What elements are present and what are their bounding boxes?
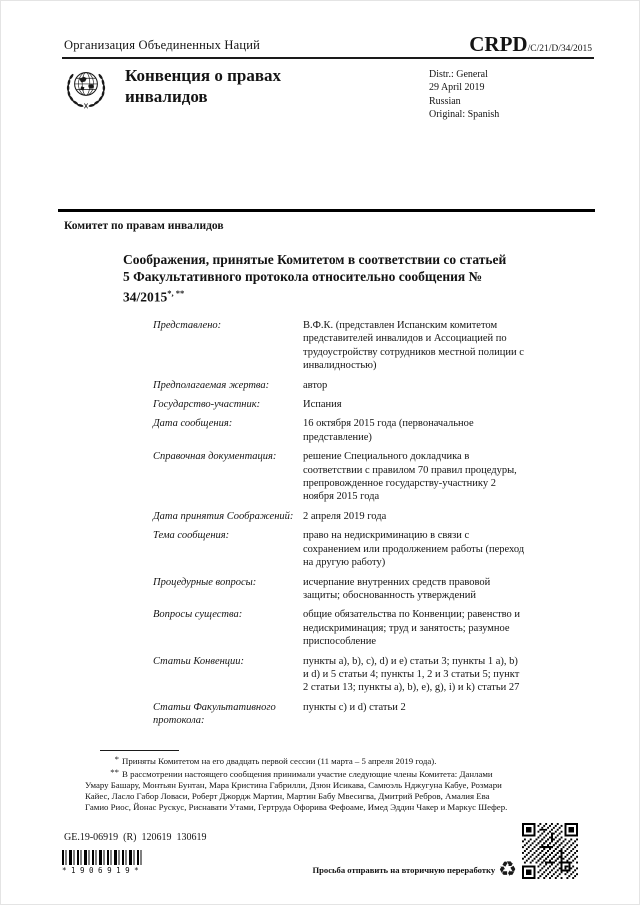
field-label: Процедурные вопросы: — [153, 576, 257, 588]
distr-line: Distr.: General — [429, 69, 488, 80]
table-row — [153, 529, 537, 569]
header-divider — [62, 57, 594, 59]
field-value: решение Специального докладчика в соответствии с правилом 70 правил процедуры, препровожденное государству-участнику 2 ноября 2015 года — [303, 451, 517, 503]
un-emblem-icon — [60, 62, 112, 119]
footnote-separator — [100, 750, 179, 751]
title-footnote-marks: *, ** — [167, 288, 185, 298]
footnote-marker: * — [114, 754, 119, 764]
table-row — [153, 576, 537, 603]
field-value: В.Ф.К. (представлен Испанским комитетом представителей инвалидов и Ассоциацией по трудоустройству сотрудников местной полиции с инвалидностью) — [303, 320, 524, 372]
table-row — [153, 379, 537, 392]
field-label: Вопросы существа: — [153, 609, 243, 621]
ge-document-number: GE.19-06919 (R) 120619 130619 — [64, 832, 207, 843]
table-row — [153, 608, 537, 648]
table-row — [153, 398, 537, 411]
field-label: Дата сообщения: — [153, 418, 233, 430]
table-row — [153, 417, 537, 444]
field-label: Государство-участник: — [153, 399, 261, 411]
footnote-marker: ** — [110, 766, 119, 777]
table-row — [153, 701, 537, 728]
document-title-text: Соображения, принятые Комитетом в соответствии со статьей 5 Факультативного протокола относительно сообщения № 34/2015 — [123, 252, 507, 305]
un-org-name: Организация Объединенных Наций — [64, 38, 261, 52]
footnote — [85, 754, 513, 767]
field-value: пункты c) и d) статьи 2 — [303, 701, 406, 713]
convention-title: Конвенция о правах инвалидов — [125, 66, 282, 106]
field-label: Справочная документация: — [153, 451, 277, 463]
document-symbol-main: CRPD — [469, 32, 528, 56]
field-value: 16 октября 2015 года (первоначальное представление) — [303, 418, 474, 443]
footnotes-block — [85, 754, 513, 813]
footnote-text: В рассмотрении настоящего сообщения принимали участие следующие члены Комитета: Данлами Умару Башару, Монтьян Бунтан, Мара Кристина Габрилли, Дзюн Исикава, Самюэль Нджугуна Кабуе, Розмари Кайес, Ласло Габор Ловаси, Роберт Джордж Мартин, Мартин Бабу Мвесигва, Дмитрий Ребров, Амалия Ева Гамио Риос, Йонас Рускус, Риснавати Утами, Гертруда Офорива Фефоаме, Имед Эддин Чакер и Маркус Шефер. — [85, 768, 508, 812]
field-value: Испания — [303, 399, 342, 411]
table-row — [153, 655, 537, 695]
table-row — [153, 450, 537, 504]
document-symbol-suffix: /C/21/D/34/2015 — [527, 44, 592, 54]
field-label: Представлено: — [153, 320, 222, 331]
table-row — [153, 510, 537, 523]
date-line: 29 April 2019 — [429, 82, 485, 94]
field-value: право на недискриминацию в связи с сохранением или продолжением работы (переход на другую работу) — [303, 530, 525, 569]
field-value: общие обязательства по Конвенции; равенство и недискриминация; труд и занятость; разумное приспособление — [303, 609, 521, 648]
footnote — [85, 767, 513, 813]
committee-name: Комитет по правам инвалидов — [64, 220, 224, 232]
field-label: Статьи Факультативного протокола: — [153, 701, 276, 727]
field-label: Дата принятия Соображений: — [153, 510, 294, 522]
qr-code — [522, 823, 578, 884]
table-row — [153, 319, 537, 373]
footnote-text: Приняты Комитетом на его двадцать первой сессии (11 марта – 5 апреля 2019 года). — [122, 756, 437, 766]
recycle-icon: ♻ — [498, 857, 517, 881]
document-symbol — [469, 32, 592, 57]
document-title — [123, 252, 515, 306]
field-value: автор — [303, 379, 328, 391]
case-info-table — [153, 319, 537, 734]
original-language-line: Original: Spanish — [429, 108, 500, 120]
barcode — [62, 850, 148, 875]
recycle-note — [312, 859, 517, 880]
distribution-block — [429, 68, 499, 121]
section-divider — [58, 209, 595, 212]
barcode-bars — [62, 850, 142, 865]
field-label: Статьи Конвенции: — [153, 655, 245, 667]
recycle-note-text: Просьба отправить на вторичную переработку — [312, 864, 496, 875]
field-value: исчерпание внутренних средств правовой защиты; обоснованность утверждений — [303, 576, 491, 601]
field-label: Тема сообщения: — [153, 530, 230, 542]
field-value: 2 апреля 2019 года — [303, 510, 387, 522]
field-label: Предполагаемая жертва: — [153, 379, 270, 391]
language-line: Russian — [429, 95, 461, 107]
field-value: пункты a), b), c), d) и e) статьи 3; пункты 1 a), b) и d) и 5 статьи 4; пункты 1, 2 и 3 статьи 5; пункт 2 статьи 13; пункты a), b), e), g), i) и k) статьи 27 — [303, 655, 520, 694]
barcode-text: *1906919* — [62, 866, 144, 875]
